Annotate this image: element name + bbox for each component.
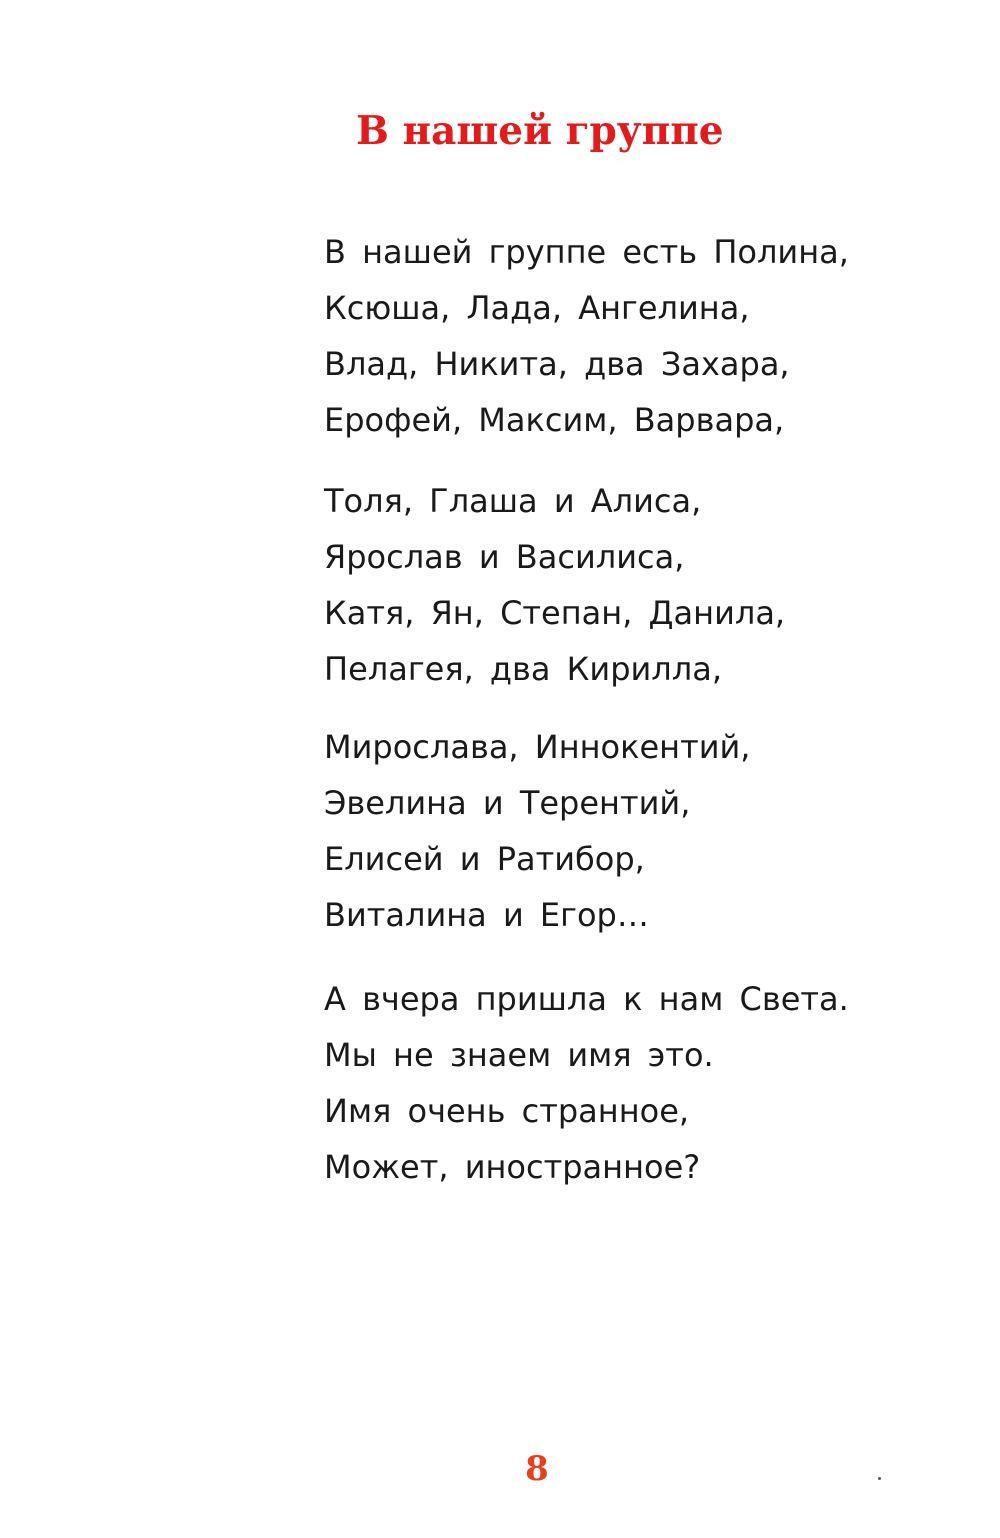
poem-line: Елисей и Ратибор, — [324, 840, 645, 878]
poem-line: Пелагея, два Кирилла, — [324, 650, 722, 688]
poem-line: Влад, Никита, два Захара, — [324, 345, 790, 383]
stanza-2 — [324, 473, 964, 697]
poem-title: В нашей группе — [356, 108, 724, 154]
poem-line: Ксюша, Лада, Ангелина, — [324, 289, 750, 327]
poem-line: Ерофей, Максим, Варвара, — [324, 401, 785, 439]
poem-line: А вчера пришла к нам Света. — [324, 980, 849, 1018]
poem-line: Эвелина и Терентий, — [324, 784, 691, 822]
poem-line: Толя, Глаша и Алиса, — [324, 482, 702, 520]
poem-line: Виталина и Егор… — [324, 896, 649, 934]
stanza-4 — [324, 971, 964, 1195]
stanza-3 — [324, 719, 964, 943]
print-speck — [878, 1477, 881, 1480]
poem-line: Может, иностранное? — [324, 1148, 701, 1186]
poem-line: Катя, Ян, Степан, Данила, — [324, 594, 786, 632]
poem-line: Мирослава, Иннокентий, — [324, 728, 751, 766]
poem-line: Мы не знаем имя это. — [324, 1036, 714, 1074]
stanza-1 — [324, 224, 964, 448]
page-number: 8 — [525, 1449, 549, 1489]
poem-line: Ярослав и Василиса, — [324, 538, 685, 576]
poem-line: В нашей группе есть Полина, — [324, 233, 849, 271]
poem-line: Имя очень странное, — [324, 1092, 690, 1130]
